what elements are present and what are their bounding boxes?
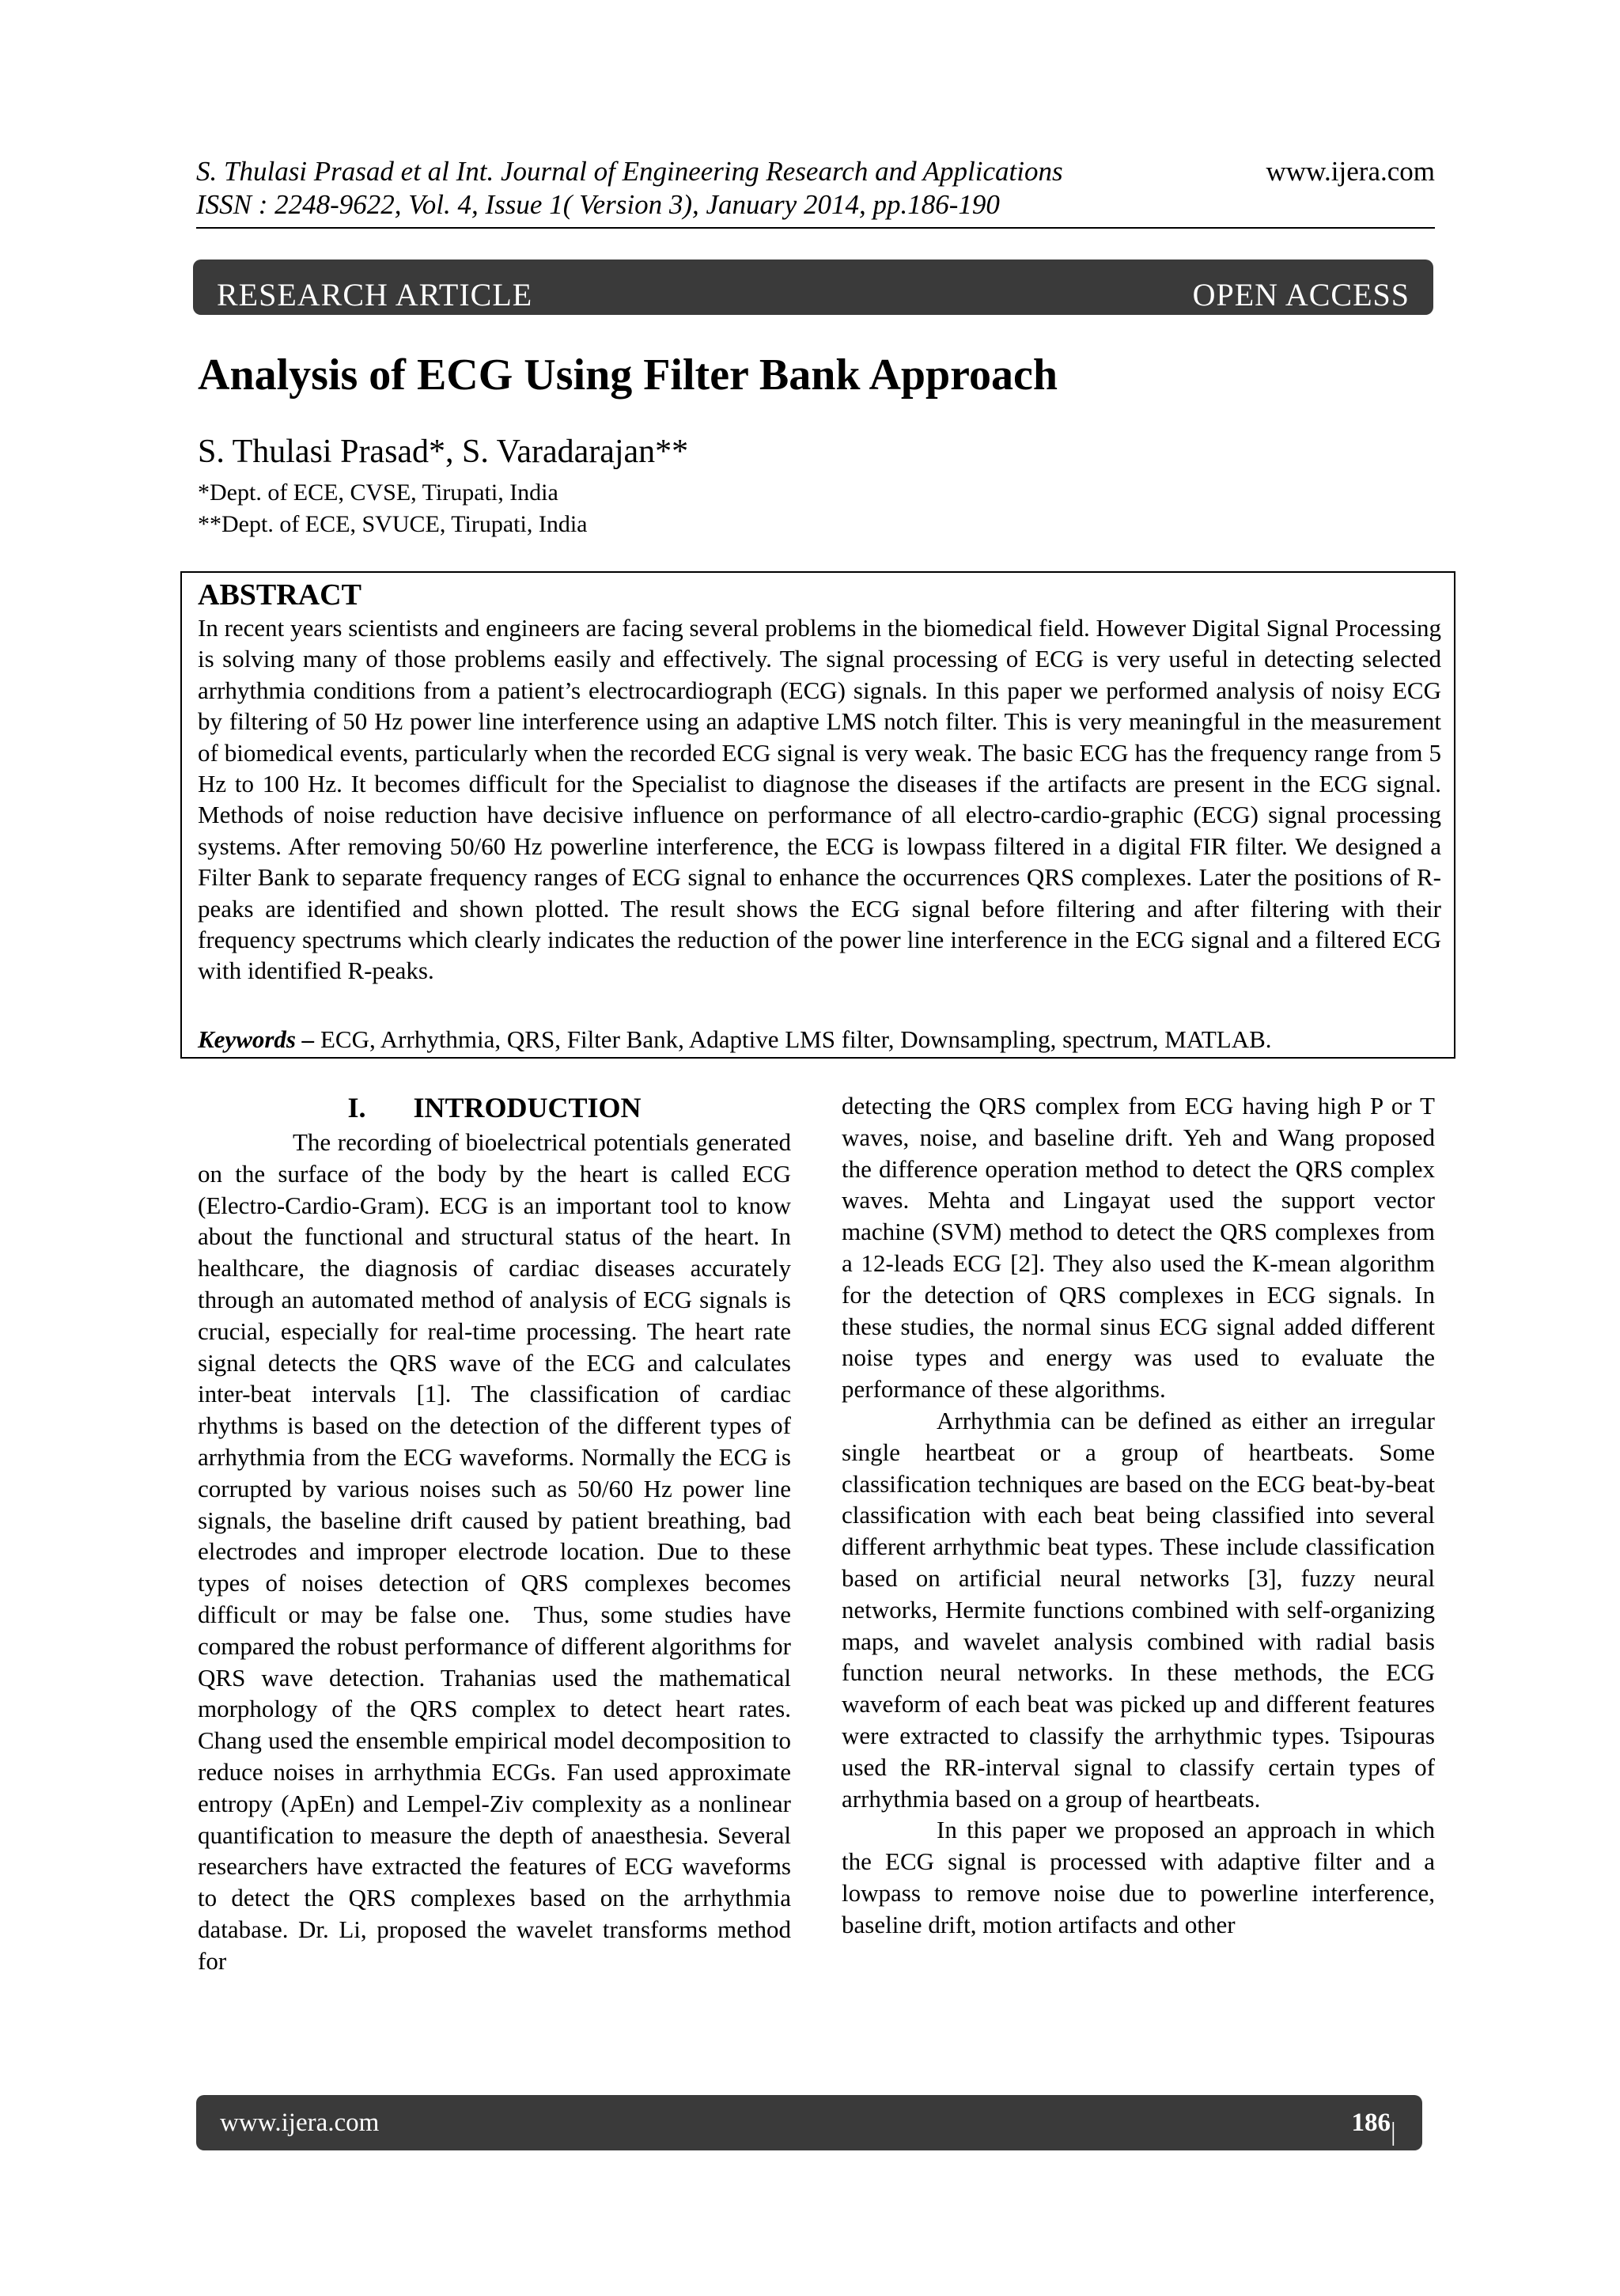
keywords [198,1024,1441,1055]
keywords-list: ECG, Arrhythmia, QRS, Filter Bank, Adaptive LMS filter, Downsampling, spectrum, MATLAB. [314,1025,1272,1053]
body-column-right [842,1090,1435,1941]
abstract-text: In recent years scientists and engineers are facing several problems in the biomedical field. However Digital Signal Processing is solving many of those problems easily and effectively. The signal processing of ECG is very useful in detecting selected arrhythmia conditions from a patient’s electrocardiograph (ECG) signals. In this paper we performed analysis of noisy ECG by filtering of 50 Hz power line interference using an adaptive LMS notch filter. This is very meaningful in the measurement of biomedical events, particularly when the recorded ECG signal is very weak. The basic ECG has the frequency range from 5 Hz to 100 Hz. It becomes difficult for the Specialist to diagnose the diseases if the artifacts are present in the ECG signal. Methods of noise reduction have decisive influence on performance of all electro-cardio-graphic (ECG) signal processing systems. After removing 50/60 Hz powerline interference, the ECG is lowpass filtered in a digital FIR filter. We designed a Filter Bank to separate frequency ranges of ECG signal to enhance the occurrences QRS complexes. Later the positions of R-peaks are identified and shown plotted. The result shows the ECG signal before filtering and after filtering with their frequency spectrums which clearly indicates the reduction of the power line interference in the ECG signal and a filtered ECG with identified R-peaks. [198,614,1441,985]
keywords-label: Keywords – [198,1025,315,1053]
header-divider [196,227,1435,229]
intro-paragraph-2: Arrhythmia can be defined as either an irregular single heartbeat or a group of heartbeats. Some classification techniques are based on the ECG beat-by-beat classification with each beat being classified into several different arrhythmic beat types. These include classification based on artificial neural networks [3], fuzzy neural networks, Hermite functions combined with self-organizing maps, and wavelet analysis combined with radial basis function neural networks. In these methods, the ECG waveform of each beat was picked up and different features were extracted to classify the arrhythmic types. Tsipouras used the RR-interval signal to classify certain types of arrhythmia based on a group of heartbeats. [842,1406,1435,1813]
paper-title: Analysis of ECG Using Filter Bank Approach [198,350,1058,400]
journal-citation-line2: ISSN : 2248-9622, Vol. 4, Issue 1( Version 3), January 2014, pp.186-190 [196,189,1000,220]
journal-citation [196,155,1224,222]
page-number: 186 [1351,2108,1391,2137]
section-number: I. [347,1092,366,1123]
body-column-left [198,1090,791,1977]
footer-website[interactable]: www.ijera.com [220,2108,380,2137]
article-type-banner [193,260,1433,315]
section-title: INTRODUCTION [413,1092,642,1123]
open-access-label: OPEN ACCESS [1192,277,1410,313]
affiliation-1: *Dept. of ECE, CVSE, Tirupati, India [198,479,558,506]
abstract-heading: ABSTRACT [198,578,361,612]
intro-paragraph-1-part-1: The recording of bioelectrical potentials generated on the surface of the body by the heart is called ECG (Electro-Cardio-Gram). ECG is an important tool to know about the functional and structural status of the heart. In healthcare, the diagnosis of cardiac diseases accurately through an automated method of analysis of ECG signals is crucial, especially for real-time processing. The heart rate signal detects the QRS wave of the ECG and calculates inter-beat intervals [1]. The classification of cardiac rhythms is based on the detection of the different types of arrhythmia from the ECG waveforms. Normally the ECG is corrupted by various noises such as 50/60 Hz power line signals, the baseline drift caused by patient breathing, bad electrodes and improper electrode location. Due to these types of noises detection of QRS complexes becomes difficult or may be false one. Thus, some studies have compared the robust performance of different algorithms for QRS wave detection. Trahanias used the mathematical morphology of the QRS complex to detect heart rates. Chang used the ensemble empirical model decomposition to reduce noises in arrhythmia ECGs. Fan used approximate entropy (ApEn) and Lempel-Ziv complexity as a nonlinear quantification to measure the depth of anaesthesia. Several researchers have extracted the features of ECG waveforms to detect the QRS complexes based on the arrhythmia database. Dr. Li, proposed the wavelet transforms method for [198,1128,791,1975]
page-footer [196,2095,1422,2292]
journal-website[interactable]: www.ijera.com [1266,156,1435,187]
footer-page [1351,2105,1407,2292]
intro-paragraph-1-part-2: detecting the QRS complex from ECG having high P or T waves, noise, and baseline drift. Yeh and Wang proposed the difference operation method to detect the QRS complex waves. Mehta and Lingayat used the support vector machine (SVM) method to detect the QRS complexes from a 12-leads ECG [2]. They also used the K-mean algorithm for the detection of QRS complexes in ECG signals. In these studies, the normal sinus ECG signal added different noise types and energy was used to evaluate the performance of these algorithms. [842,1092,1435,1404]
section-heading-introduction [198,1090,791,1125]
intro-paragraph-3: In this paper we proposed an approach in which the ECG signal is processed with adaptive filter and a lowpass to remove noise due to powerline interference, baseline drift, motion artifacts and other [842,1816,1435,1938]
paper-authors: S. Thulasi Prasad*, S. Varadarajan** [198,434,689,470]
journal-citation-line1: S. Thulasi Prasad et al Int. Journal of Engineering Research and Applications [196,156,1063,187]
page-label: | P a g e [1391,2118,1407,2292]
research-article-label: RESEARCH ARTICLE [217,277,533,313]
affiliation-2: **Dept. of ECE, SVUCE, Tirupati, India [198,511,588,537]
